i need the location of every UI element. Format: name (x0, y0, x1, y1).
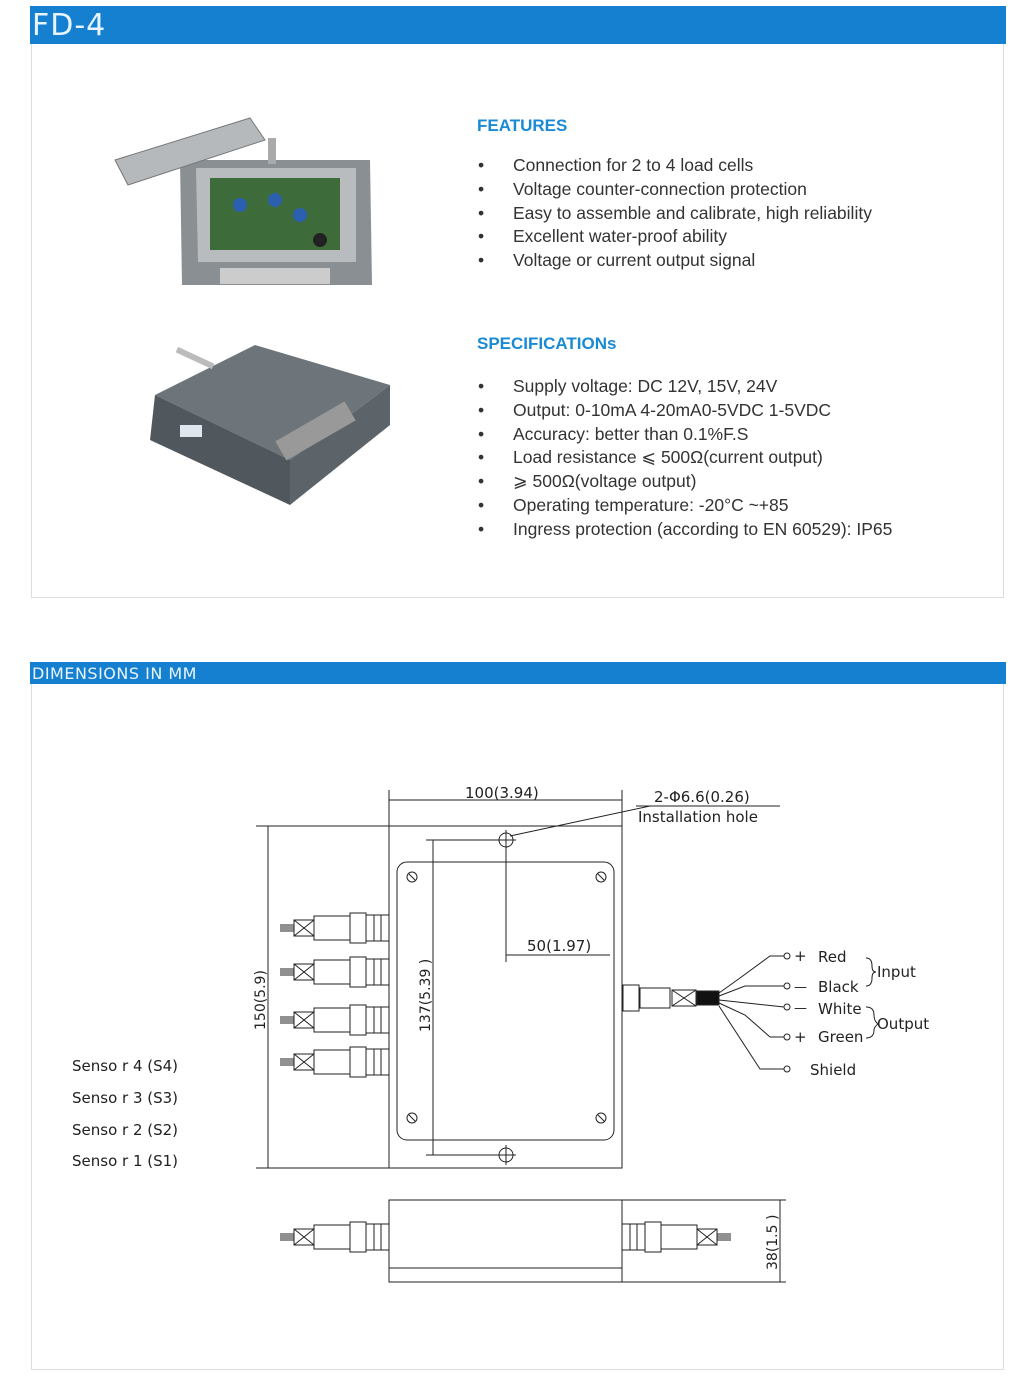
plus-sign: + (794, 1028, 807, 1046)
sensor-label-s1: Senso r 1 (S1) (72, 1152, 179, 1170)
hole-spec: 2-Φ6.6(0.26) (654, 788, 750, 806)
connector-part (366, 1224, 389, 1250)
wire-red: Red (818, 948, 847, 966)
hole-label: Installation hole (638, 808, 758, 826)
sensor-connectors (280, 913, 389, 1077)
output-connector (623, 953, 790, 1072)
connector-part (661, 1225, 697, 1249)
connector-part (350, 1005, 366, 1035)
wire-white: White (818, 1000, 862, 1018)
wire-shield: Shield (810, 1061, 857, 1079)
side-connectors (280, 1222, 731, 1252)
connector-part (366, 1007, 389, 1033)
wire-black: Black (818, 978, 859, 996)
list-item: • Supply voltage: DC 12V, 15V, 24V (478, 375, 892, 399)
list-item: • Voltage or current output signal (478, 249, 872, 273)
minus-sign: — (794, 1001, 807, 1016)
list-item: • Accuracy: better than 0.1%F.S (478, 423, 892, 447)
connector-part (314, 1050, 350, 1074)
sensor-label-s2: Senso r 2 (S2) (72, 1121, 179, 1139)
list-item: • Load resistance ⩽ 500Ω(current output) (478, 446, 892, 470)
connector-part (622, 1224, 645, 1250)
minus-sign: — (794, 980, 807, 995)
list-item: • Ingress protection (according to EN 60529): IP65 (478, 518, 892, 542)
width-dimension: 100(3.94) (465, 784, 539, 802)
height-dimension: 150(5.9) (253, 970, 269, 1030)
connector-part (350, 957, 366, 987)
specifications-title: SPECIFICATIONs (477, 334, 617, 353)
sensor-label-s4: Senso r 4 (S4) (72, 1057, 179, 1075)
depth-dimension: 38(1.5 ) (765, 1214, 781, 1270)
connector-part (350, 913, 366, 943)
list-item: • Easy to assemble and calibrate, high reliability (478, 202, 872, 226)
connector-part (314, 1225, 350, 1249)
connector-part (314, 916, 350, 940)
connector-part (350, 1047, 366, 1077)
connector-part (366, 915, 389, 941)
inner-height-dimension: 137(5.39 ) (418, 958, 434, 1032)
list-item: • Output: 0-10mA 4-20mA0-5VDC 1-5VDC (478, 399, 892, 423)
connector-part (366, 1049, 389, 1075)
connector-part (350, 1222, 366, 1252)
list-item: • Connection for 2 to 4 load cells (478, 154, 872, 178)
list-item: • Operating temperature: -20°C ~+85 (478, 494, 892, 518)
half-width-dimension: 50(1.97) (527, 937, 592, 955)
output-label: Output (877, 1015, 930, 1033)
side-view-outline (389, 1200, 622, 1282)
connector-part (645, 1222, 661, 1252)
connector-part (366, 959, 389, 985)
list-item: • Excellent water-proof ability (478, 225, 872, 249)
features-title: FEATURES (477, 116, 568, 135)
sensor-label-s3: Senso r 3 (S3) (72, 1089, 179, 1107)
plus-sign: + (794, 947, 807, 965)
input-label: Input (877, 963, 916, 981)
product-title: FD-4 (32, 8, 107, 43)
list-item: • ⩾ 500Ω(voltage output) (478, 470, 892, 494)
wire-green: Green (818, 1028, 864, 1046)
dimensions-title: DIMENSIONS IN MM (32, 664, 197, 683)
connector-part (314, 1008, 350, 1032)
list-item: • Voltage counter-connection protection (478, 178, 872, 202)
connector-part (314, 960, 350, 984)
